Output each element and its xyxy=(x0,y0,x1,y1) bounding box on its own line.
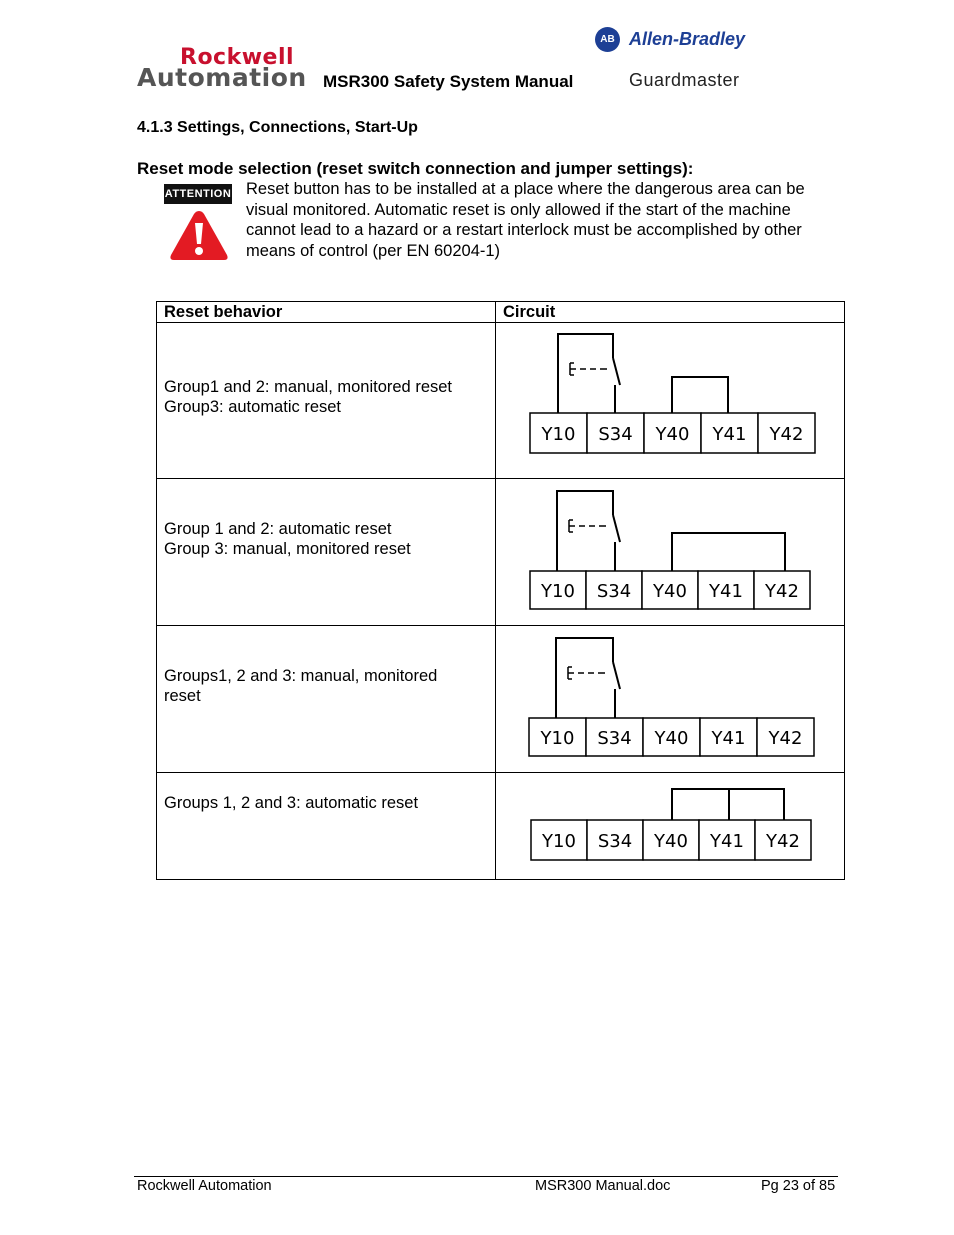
section-title: 4.1.3 Settings, Connections, Start-Up xyxy=(137,119,418,136)
terminal-label: S34 xyxy=(598,424,633,445)
circuit-diagram xyxy=(496,323,837,473)
terminal-label: Y41 xyxy=(709,581,743,602)
footer-company: Rockwell Automation xyxy=(137,1178,272,1194)
terminal-label: S34 xyxy=(597,831,633,852)
behavior-cell xyxy=(157,773,496,880)
table-row xyxy=(157,479,845,626)
behavior-line: Groups1, 2 and 3: manual, monitored xyxy=(164,667,438,685)
warning-triangle-icon xyxy=(168,208,230,263)
attention-badge: ATTENTION xyxy=(164,184,232,204)
logo-line1: Rockwell xyxy=(180,45,295,70)
terminal-label: Y41 xyxy=(710,831,744,852)
footer-filename: MSR300 Manual.doc xyxy=(535,1178,671,1194)
table-header-row xyxy=(157,302,845,323)
terminal-label: Y42 xyxy=(766,831,800,852)
circuit-diagram xyxy=(496,773,837,874)
behavior-line: Group3: automatic reset xyxy=(164,398,342,416)
behavior-cell xyxy=(157,323,496,479)
allen-bradley-badge-icon: AB xyxy=(595,27,620,52)
attention-text: Reset button has to be installed at a place where the dangerous area can be visual monitored. Automatic reset is only allowed if the start of the machine cannot lead to a hazard or a restart interlock must be accomplished by other means of control (per EN 60204-1) xyxy=(246,180,805,260)
terminal-label: Y42 xyxy=(765,581,799,602)
behavior-line: Groups 1, 2 and 3: automatic reset xyxy=(164,794,419,812)
behavior-line: Group1 and 2: manual, monitored reset xyxy=(164,378,453,396)
header-reset-behavior: Reset behavior xyxy=(157,302,496,323)
circuit-cell xyxy=(496,323,845,479)
logo-line2: Automation xyxy=(137,63,307,92)
terminal-label: Y40 xyxy=(654,728,689,749)
terminal-label: Y40 xyxy=(654,831,688,852)
rockwell-automation-logo xyxy=(137,45,312,91)
reset-mode-heading: Reset mode selection (reset switch connection and jumper settings): xyxy=(137,159,694,178)
terminal-label: Y40 xyxy=(655,424,690,445)
terminal-label: Y42 xyxy=(768,728,803,749)
allen-bradley-logo: Allen-Bradley xyxy=(629,29,746,49)
terminal-label: S34 xyxy=(597,728,632,749)
terminal-label: Y42 xyxy=(769,424,804,445)
circuit-diagram xyxy=(496,626,837,767)
terminal-label: Y10 xyxy=(541,581,575,602)
reset-mode-table xyxy=(156,301,845,880)
footer-page-number: Pg 23 of 85 xyxy=(761,1178,836,1194)
terminal-label: Y10 xyxy=(542,831,576,852)
terminal-label: Y10 xyxy=(541,424,576,445)
table-row xyxy=(157,626,845,773)
terminal-label: Y10 xyxy=(540,728,575,749)
behavior-line: Group 1 and 2: automatic reset xyxy=(164,520,392,538)
footer-divider xyxy=(134,1176,838,1177)
header-circuit: Circuit xyxy=(496,302,845,323)
behavior-cell xyxy=(157,479,496,626)
circuit-cell xyxy=(496,626,845,773)
behavior-line: Group 3: manual, monitored reset xyxy=(164,540,411,558)
behavior-cell xyxy=(157,626,496,773)
table-row xyxy=(157,773,845,880)
terminal-label: S34 xyxy=(596,581,632,602)
behavior-line: reset xyxy=(164,687,201,705)
circuit-cell xyxy=(496,479,845,626)
terminal-label: Y41 xyxy=(711,728,746,749)
table-row xyxy=(157,323,845,479)
circuit-cell xyxy=(496,773,845,880)
terminal-label: Y40 xyxy=(653,581,687,602)
guardmaster-logo: Guardmaster xyxy=(629,70,740,90)
terminal-label: Y41 xyxy=(712,424,747,445)
document-title: MSR300 Safety System Manual xyxy=(323,72,574,91)
circuit-diagram xyxy=(496,479,837,620)
